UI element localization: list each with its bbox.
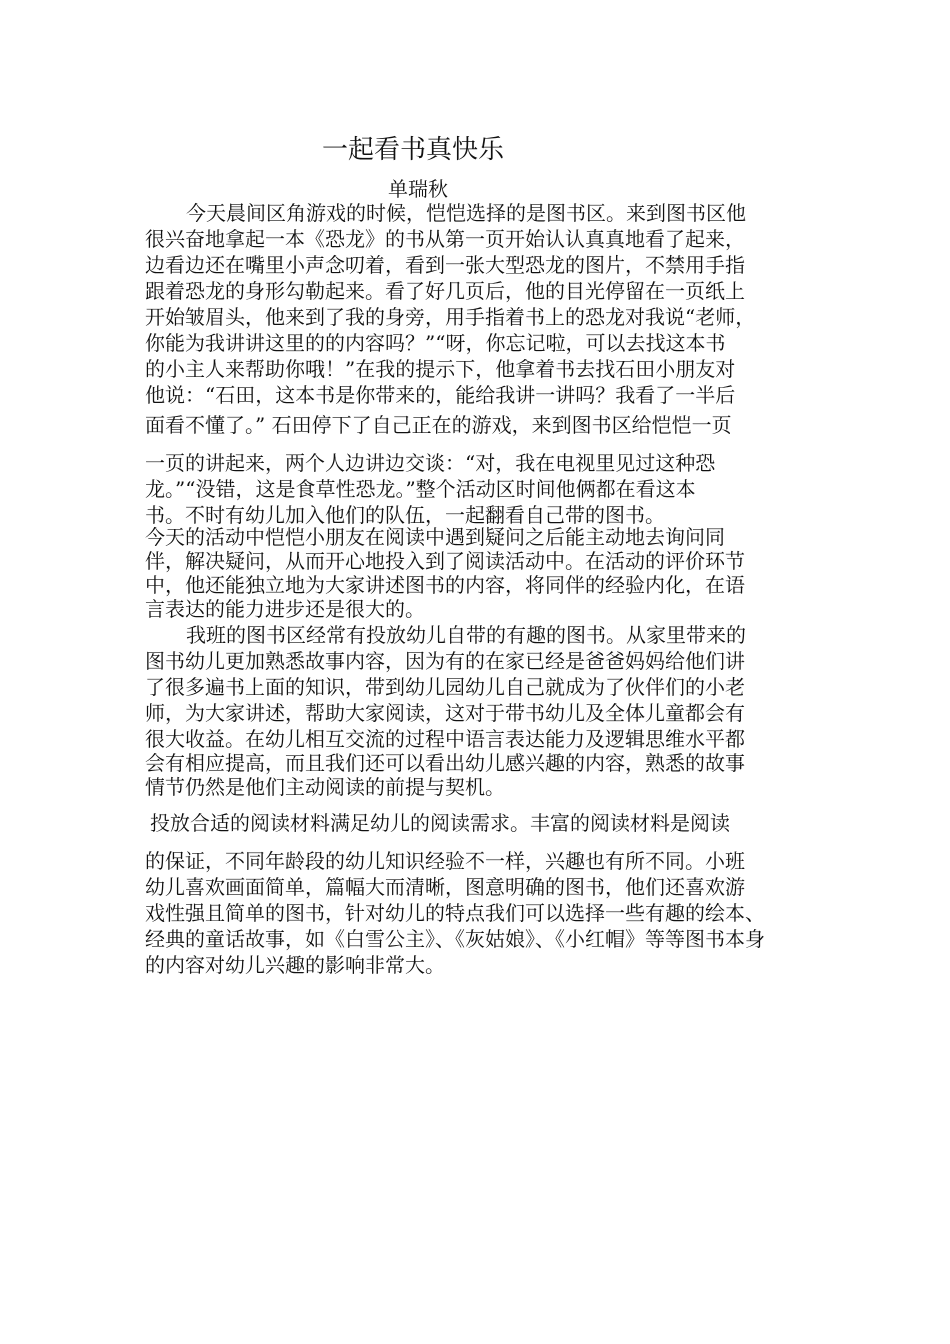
- text-line: 中，他还能独立地为大家讲述图书的内容，将同伴的经验内化，在语: [145, 573, 745, 597]
- text-line: 开始皱眉头，他来到了我的身旁，用手指着书上的恐龙对我说“老师，: [145, 305, 756, 329]
- text-line: 会有相应提高，而且我们还可以看出幼儿感兴趣的内容，熟悉的故事: [145, 751, 745, 775]
- text-line: 的保证，不同年龄段的幼儿知识经验不一样，兴趣也有所不同。小班: [145, 849, 745, 873]
- text-line: 今天的活动中恺恺小朋友在阅读中遇到疑问之后能主动地去询问同: [145, 525, 725, 549]
- text-line: 书。不时有幼儿加入他们的队伍，一起翻看自己带的图书。: [145, 503, 665, 527]
- document-title: 一起看书真快乐: [322, 135, 505, 165]
- text-line: 幼儿喜欢画面简单，篇幅大而清晰，图意明确的图书，他们还喜欢游: [145, 875, 745, 899]
- text-line: 的内容对幼儿兴趣的影响非常大。: [145, 953, 445, 977]
- text-line: 了很多遍书上面的知识，带到幼儿园幼儿自己就成为了伙伴们的小老: [145, 675, 745, 699]
- text-line: 师，为大家讲述，帮助大家阅读，这对于带书幼儿及全体儿童都会有: [145, 701, 745, 725]
- text-line: 伴，解决疑问，从而开心地投入到了阅读活动中。在活动的评价环节: [145, 549, 745, 573]
- text-line: 投放合适的阅读材料满足幼儿的阅读需求。丰富的阅读材料是阅读: [150, 811, 730, 835]
- text-line: 情节仍然是他们主动阅读的前提与契机。: [145, 775, 505, 799]
- text-line: 我班的图书区经常有投放幼儿自带的有趣的图书。从家里带来的: [186, 623, 746, 647]
- text-line: 图书幼儿更加熟悉故事内容，因为有的在家已经是爸爸妈妈给他们讲: [145, 649, 745, 673]
- text-line: 边看边还在嘴里小声念叨着，看到一张大型恐龙的图片，不禁用手指: [145, 253, 745, 277]
- text-line: 戏性强且简单的图书，针对幼儿的特点我们可以选择一些有趣的绘本、: [145, 901, 765, 925]
- document-author: 单瑞秋: [388, 177, 448, 201]
- text-line: 龙。”“没错，这是食草性恐龙。”整个活动区时间他俩都在看这本: [145, 477, 696, 501]
- text-line: 的小主人来帮助你哦！”在我的提示下，他拿着书去找石田小朋友对: [145, 357, 736, 381]
- text-line: 一页的讲起来，两个人边讲边交谈：“对，我在电视里见过这种恐: [145, 451, 716, 475]
- text-line: 今天晨间区角游戏的时候，恺恺选择的是图书区。来到图书区他: [186, 201, 746, 225]
- text-line: 跟着恐龙的身形勾勒起来。看了好几页后，他的目光停留在一页纸上: [145, 279, 745, 303]
- text-line: 他说：“石田，这本书是你带来的，能给我讲一讲吗？我看了一半后: [145, 383, 736, 407]
- text-line: 你能为我讲讲这里的的内容吗？”“呀，你忘记啦，可以去找这本书: [145, 331, 726, 355]
- text-line: 很大收益。在幼儿相互交流的过程中语言表达能力及逻辑思维水平都: [145, 727, 745, 751]
- text-line: 经典的童话故事，如《白雪公主》、《灰姑娘》、《小红帽》等等图书本身: [145, 927, 765, 951]
- text-line: 面看不懂了。” 石田停下了自己正在的游戏，来到图书区给恺恺一页: [145, 413, 732, 437]
- text-line: 言表达的能力进步还是很大的。: [145, 597, 425, 621]
- text-line: 很兴奋地拿起一本《恐龙》的书从第一页开始认认真真地看了起来，: [145, 227, 745, 251]
